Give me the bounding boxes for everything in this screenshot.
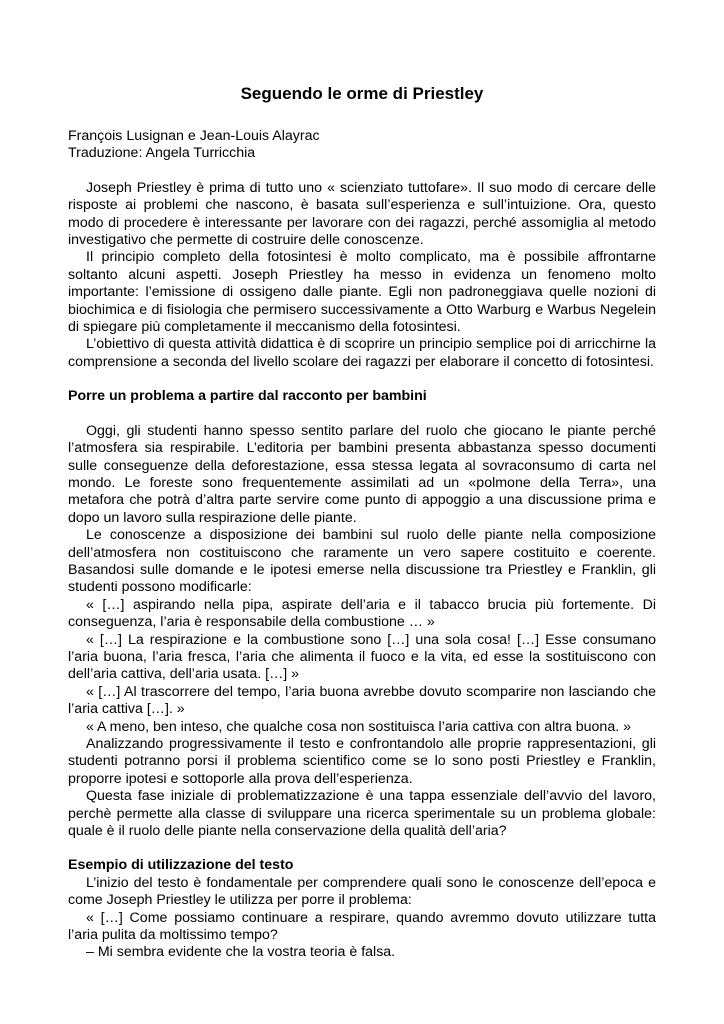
translator-line: Traduzione: Angela Turricchia xyxy=(68,145,256,162)
paragraph: Il principio completo della fotosintesi è molto complicato, ma è possibile affrontarne soltanto alcuni aspetti. Joseph Priestley ha messo in evidenza un fenomeno molto importante: l’emissione di ossigeno dalle piante. Egli non padroneggiava quelle nozioni di biochimica e di fisiologia che permisero successivamente a Otto Warburg e Warbus Negelein di spiegare più completamente il meccanismo della fotosintesi. xyxy=(68,249,656,336)
paragraph: Le conoscenze a disposizione dei bambini sul ruolo delle piante nella composizione dell’atmosfera non costituiscono che raramente un vero sapere costituito e coerente. Basandosi sulle domande e le ipotesi emerse nella discussione tra Priestley e Franklin, gli studenti possono modificarle: xyxy=(68,527,656,596)
paragraph: Analizzando progressivamente il testo e confrontandolo alle proprie rappresentazioni, gli studenti potranno porsi il problema scientifico come se lo sono posti Priestley e Franklin, proporre ipotesi e sottoporle alla prova dell’esperienza. xyxy=(68,736,656,787)
quote-paragraph: « […] La respirazione e la combustione sono […] una sola cosa! […] Esse consumano l’aria buona, l’aria fresca, l’aria che alimenta il fuoco e la vita, ed esse la sostituiscono con dell’aria cattiva, dell’aria usata. […] » xyxy=(68,631,656,683)
authors-line: François Lusignan e Jean-Louis Alayrac xyxy=(68,128,320,144)
paragraph: L’inizio del testo è fondamentale per comprendere quali sono le conoscenze dell’epoca e come Joseph Priestley le utilizza per porre il problema: xyxy=(68,874,656,909)
paragraph: Questa fase iniziale di problematizzazione è una tappa essenziale dell’avvio del lavoro, perchè permette alla classe di sviluppare una ricerca sperimentale su un problema globale: quale è il ruolo delle piante nella conservazione della qualità dell’aria? xyxy=(68,788,656,840)
section-heading: Porre un problema a partire dal racconto per bambini xyxy=(68,388,427,405)
dialogue-paragraph: – Mi sembra evidente che la vostra teoria è falsa. xyxy=(86,944,396,961)
quote-paragraph: « […] aspirando nella pipa, aspirate dell’aria e il tabacco brucia più fortemente. Di conseguenza, l’aria è responsabile della combustione … » xyxy=(68,596,656,631)
paragraph: L’obiettivo di questa attività didattica è di scoprire un principio semplice poi di arricchirne la comprensione a seconda del livello scolare dei ragazzi per elaborare il concetto di fotosintesi. xyxy=(68,336,656,370)
paragraph: Oggi, gli studenti hanno spesso sentito parlare del ruolo che giocano le piante perché l’atmosfera sia respirabile. L’editoria per bambini presenta abbastanza spesso documenti sulle conseguenze della deforestazione, essa stessa legata al sovraconsumo di carta nel mondo. Le foreste sono frequentemente assimilati ad un «polmone della Terra», una metafora che potrà d’altra parte servire come punto di appoggio a una discussione prima e dopo un lavoro sulla respirazione delle piante. xyxy=(68,422,656,526)
quote-paragraph: « […] Al trascorrere del tempo, l’aria buona avrebbe dovuto scomparire non lasciando che l’aria cattiva […]. » xyxy=(68,683,656,718)
section-heading: Esempio di utilizzazione del testo xyxy=(68,857,294,874)
intro-section xyxy=(68,180,656,371)
quote-paragraph: « […] Come possiamo continuare a respirare, quando avremmo dovuto utilizzare tutta l’aria pulita da moltissimo tempo? xyxy=(68,909,656,944)
example-section xyxy=(68,875,656,962)
problem-section xyxy=(68,423,656,841)
authors-block xyxy=(68,128,656,163)
quote-paragraph: « A meno, ben inteso, che qualche cosa non sostituisca l’aria cattiva con altra buona. » xyxy=(86,718,631,735)
paragraph: Joseph Priestley è prima di tutto uno « scienziato tuttofare». Il suo modo di cercare delle risposte ai problemi che nascono, è basata sull’esperienza e sull’intuizione. Ora, questo modo di procedere è interessante per lavorare con dei ragazzi, perché assomiglia al metodo investigativo che permette di costruire delle conoscenze. xyxy=(68,179,656,249)
document-title: Seguendo le orme di Priestley xyxy=(240,84,484,103)
